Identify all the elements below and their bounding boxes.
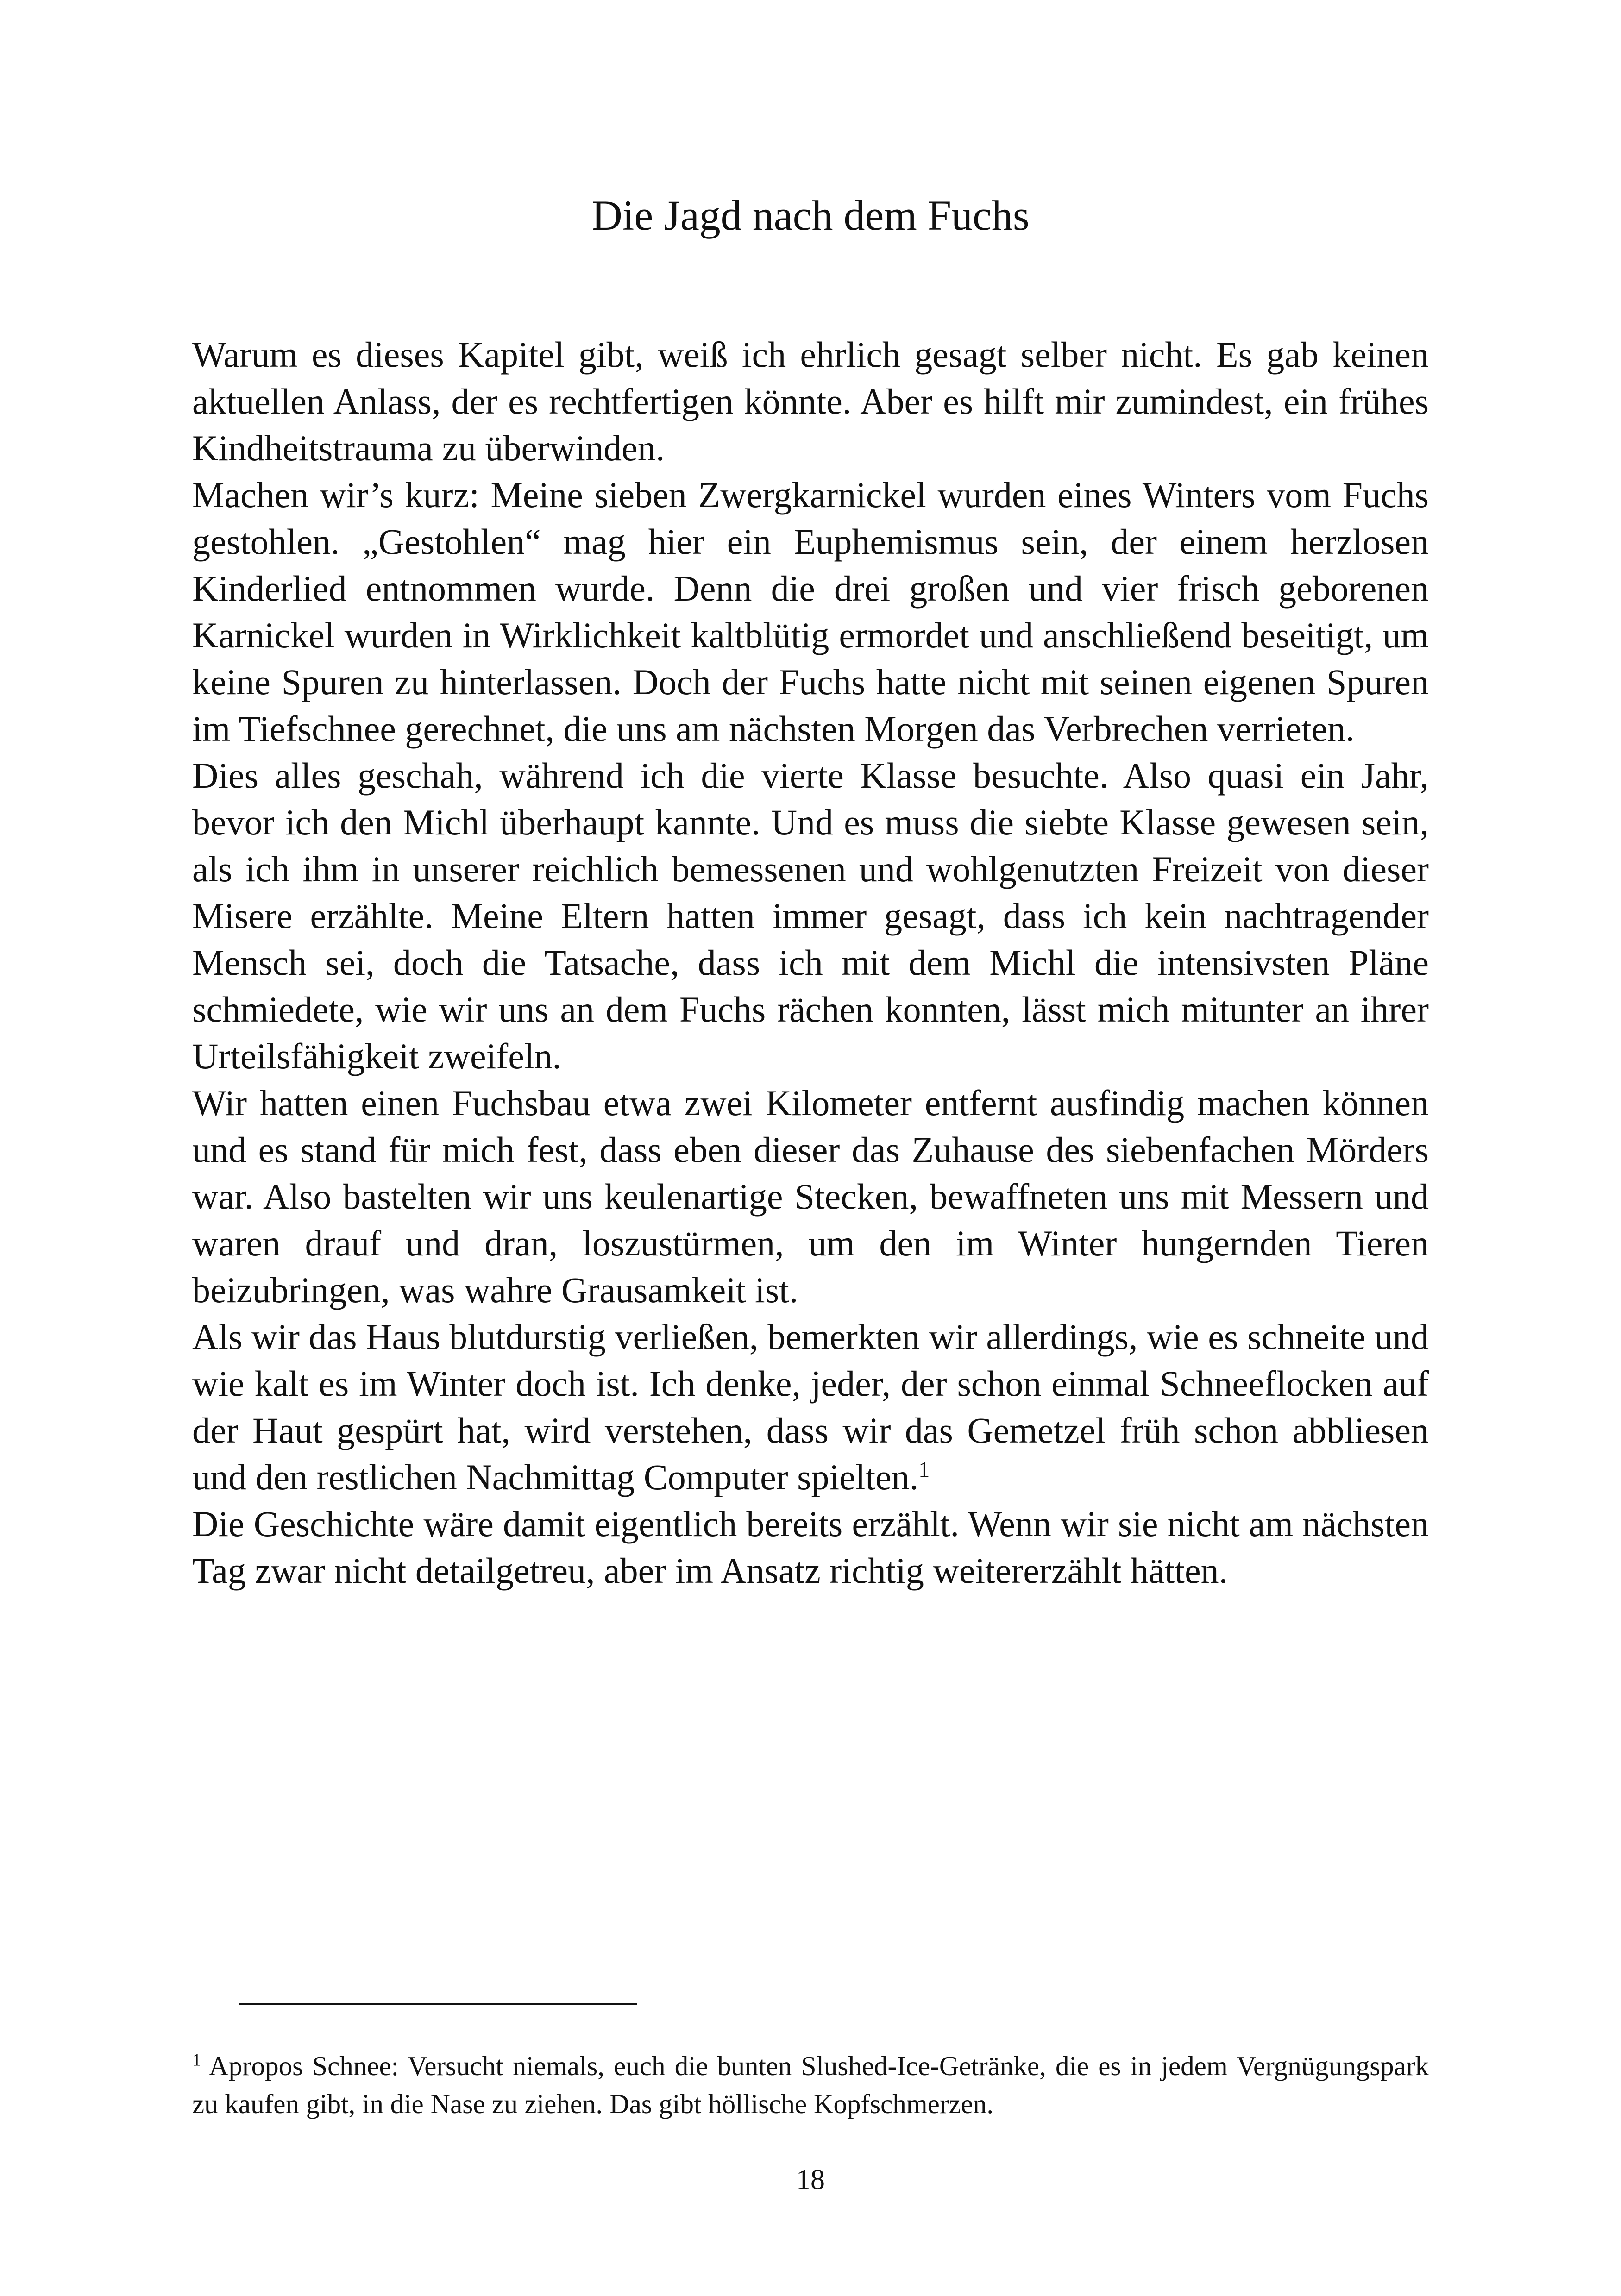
paragraph-4: Wir hatten einen Fuchsbau etwa zwei Kilometer entfernt ausfindig machen können und es stand für mich fest, dass eben dieser das Zuhause des siebenfachen Mörders war. Also bastelten wir uns keulenartige Stecken, bewaffneten uns mit Messern und waren drauf und dran, loszustürmen, um den im Winter hungernden Tieren beizubringen, was wahre Grausamkeit ist. — [192, 1083, 1429, 1310]
footnote-text: Apropos Schnee: Versucht niemals, euch die bunten Slushed-Ice-Getränke, die es in jedem Vergnügungspark zu kaufen gibt, in die Nase zu ziehen. Das gibt höllische Kopfschmerzen. — [192, 2051, 1429, 2119]
paragraph-1: Warum es dieses Kapitel gibt, weiß ich ehrlich gesagt selber nicht. Es gab keinen aktuellen Anlass, der es rechtfertigen könnte. Aber es hilft mir zumindest, ein frühes Kindheitstrauma zu überwinden. — [192, 334, 1429, 468]
footnote — [192, 2047, 1429, 2123]
footnote-paragraph — [192, 2047, 1429, 2123]
chapter-title: Die Jagd nach dem Fuchs — [591, 192, 1030, 239]
paragraph-2: Machen wir’s kurz: Meine sieben Zwergkarnickel wurden eines Winters vom Fuchs gestohlen. „Gestohlen“ mag hier ein Euphemismus sein, der einem herzlosen Kinderlied entnommen wurde. Denn die drei großen und vier frisch geborenen Karnickel wurden in Wirklichkeit kaltblütig ermordet und anschließend beseitigt, um keine Spuren zu hinterlassen. Doch der Fuchs hatte nicht mit seinen eigenen Spuren im Tiefschnee gerechnet, die uns am nächsten Morgen das Verbrechen verrieten. — [192, 475, 1429, 749]
footnote-separator — [239, 2003, 637, 2005]
paragraph-5-text: Als wir das Haus blutdurstig verließen, bemerkten wir allerdings, wie es schneite und wie kalt es im Winter doch ist. Ich denke, jeder, der schon einmal Schneeflocken auf der Haut gespürt hat, wird verstehen, dass wir das Gemetzel früh schon abbliesen und den restlichen Nachmittag Computer spielten. — [192, 1317, 1429, 1497]
paragraph-5 — [192, 1313, 1429, 1500]
paragraph-3: Dies alles geschah, während ich die vierte Klasse besuchte. Also quasi ein Jahr, bevor ich den Michl überhaupt kannte. Und es muss die siebte Klasse gewesen sein, als ich ihm in unserer reichlich bemessenen und wohlgenutzten Freizeit von dieser Misere erzählte. Meine Eltern hatten immer gesagt, dass ich kein nachtragender Mensch sei, doch die Tatsache, dass ich mit dem Michl die intensivsten Pläne schmiedete, wie wir uns an dem Fuchs rächen konnten, lässt mich mitunter an ihrer Urteilsfähigkeit zweifeln. — [192, 755, 1429, 1076]
footnote-number: 1 — [192, 2050, 201, 2070]
paragraph-6: Die Geschichte wäre damit eigentlich bereits erzählt. Wenn wir sie nicht am nächsten Tag zwar nicht detailgetreu, aber im Ansatz richtig weitererzählt hätten. — [192, 1504, 1429, 1591]
body-text — [192, 331, 1429, 1594]
footnote-reference[interactable]: 1 — [918, 1457, 930, 1482]
page-number: 18 — [796, 2164, 825, 2196]
